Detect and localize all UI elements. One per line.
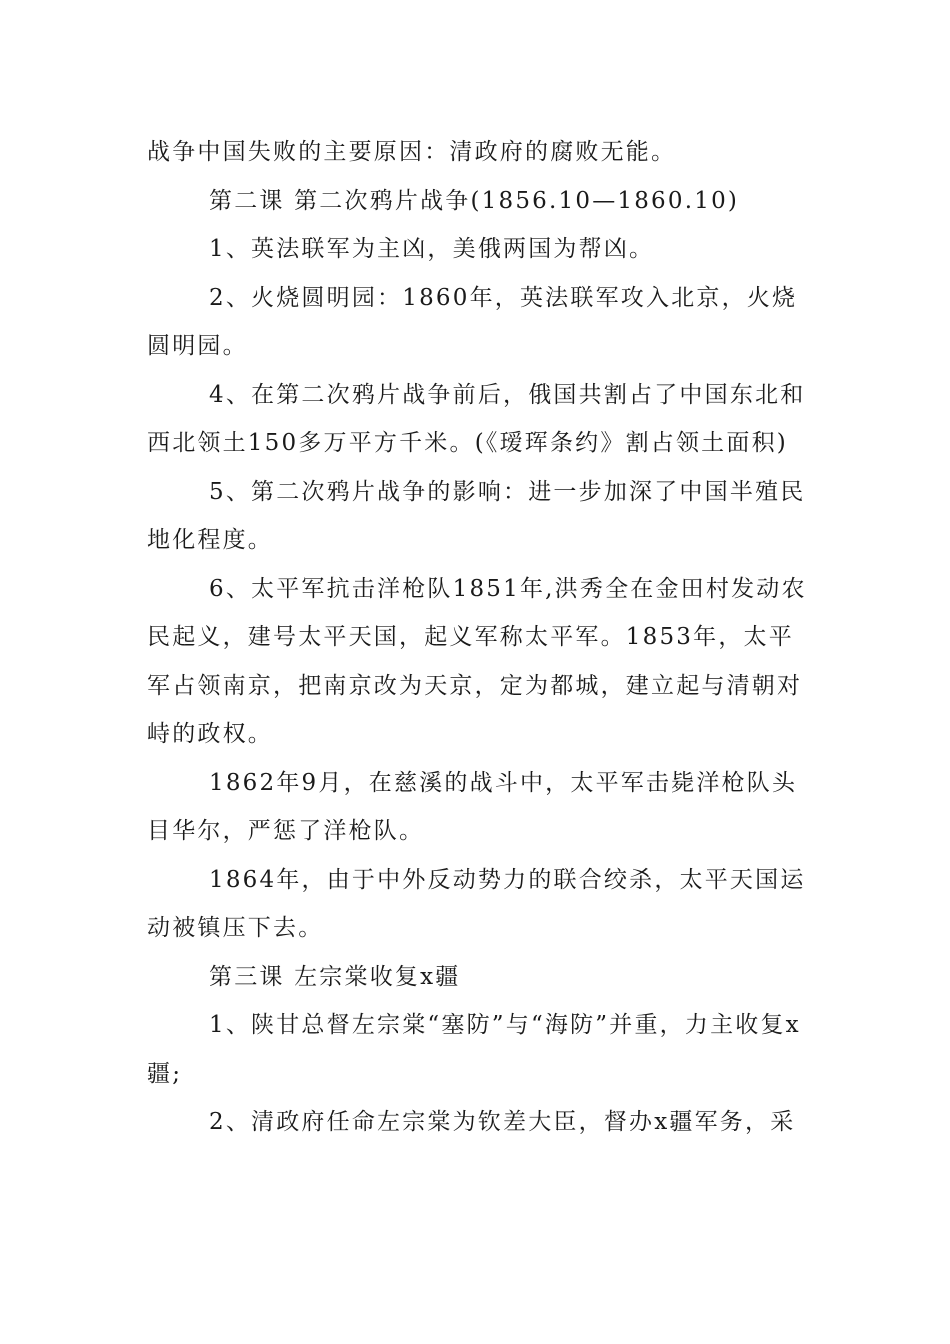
paragraph-failure-reason: 战争中国失败的主要原因：清政府的腐败无能。 (147, 139, 677, 165)
paragraph-cixi-battle: 1862年9月，在慈溪的战斗中，太平军击毙洋枪队头目华尔，严惩了洋枪队。 (147, 769, 798, 844)
document-body (147, 128, 807, 1147)
paragraph-taiping-suppressed: 1864年，由于中外反动势力的联合绞杀，太平天国运动被镇压下去。 (147, 866, 806, 941)
paragraph-russian-territory: 4、在第二次鸦片战争前后，俄国共割占了中国东北和西北领土150多万平方千米。(《瑷珲条约》割占领土面积) (147, 381, 806, 456)
paragraph-frontier-defense: 1、陕甘总督左宗棠“塞防”与“海防”并重，力主收复x疆; (147, 1012, 801, 1087)
paragraph-imperial-commissioner: 2、清政府任命左宗棠为钦差大臣，督办x疆军务，采 (209, 1109, 796, 1135)
lesson-heading-zuo-zongtang: 第三课 左宗棠收复x疆 (209, 963, 461, 990)
paragraph-old-summer-palace: 2、火烧圆明园：1860年，英法联军攻入北京，火烧圆明园。 (147, 284, 798, 359)
paragraph-war-impact: 5、第二次鸦片战争的影响：进一步加深了中国半殖民地化程度。 (147, 478, 806, 553)
paragraph-allied-forces: 1、英法联军为主凶，美俄两国为帮凶。 (209, 236, 655, 262)
lesson-heading-second-opium-war: 第二课 第二次鸦片战争(1856.10—1860.10) (209, 187, 740, 214)
paragraph-taiping-army: 6、太平军抗击洋枪队1851年,洪秀全在金田村发动农民起义，建号太平天国，起义军称太平军。1853年，太平军占领南京，把南京改为天京，定为都城，建立起与清朝对峙的政权。 (147, 575, 807, 747)
